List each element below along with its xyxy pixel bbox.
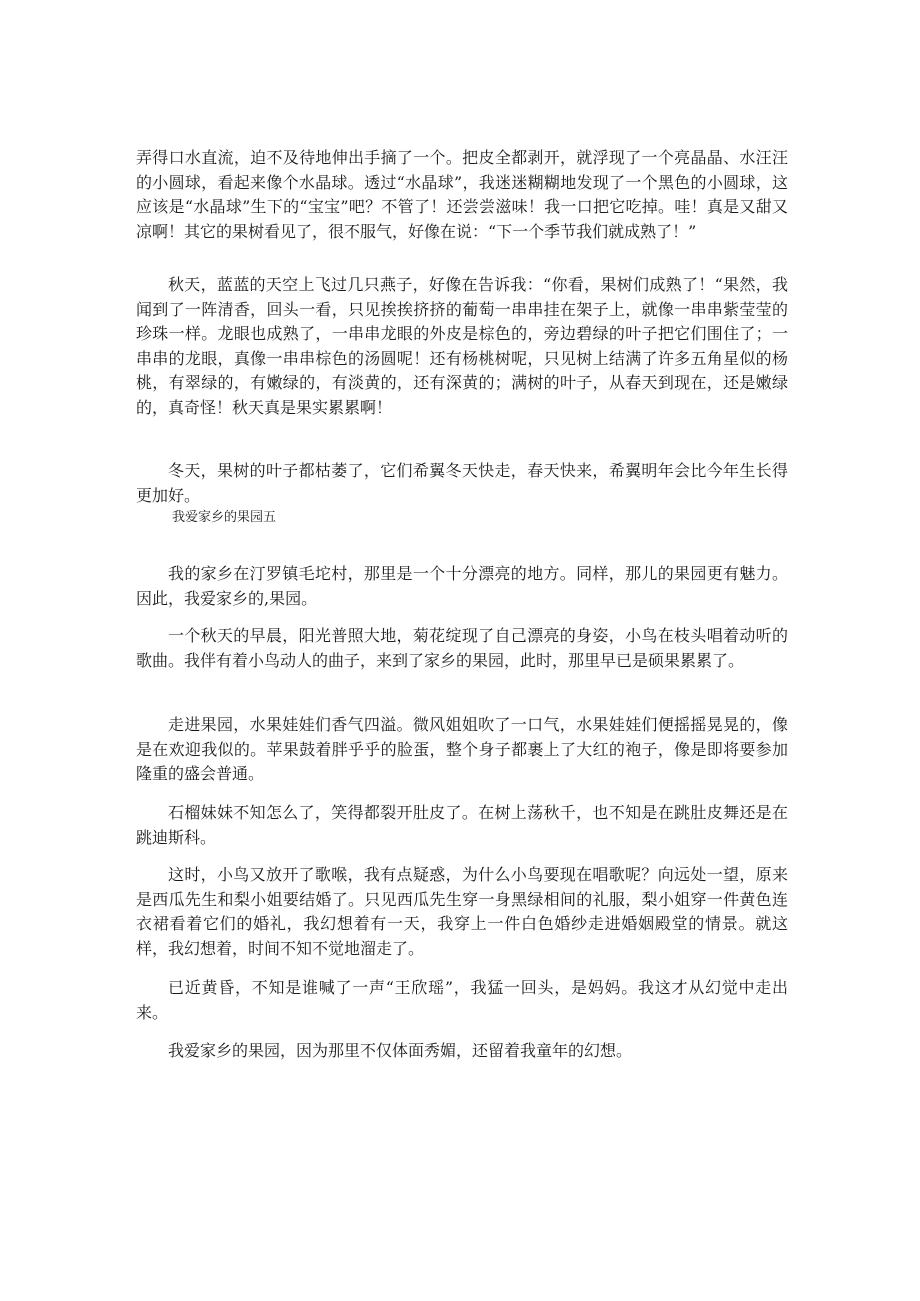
paragraph-wedding: 这时，小鸟又放开了歌喉，我有点疑惑，为什么小鸟要现在唱歌呢？向远处一望，原来是西瓜先生和梨小姐要结婚了。只见西瓜先生穿一身黑绿相间的礼服，梨小姐穿一件黄色连衣裙看着它们的婚礼，我幻想着有一天，我穿上一件白色婚纱走进婚姻殿堂的情景。就这样，我幻想着，时间不知不觉地溜走了。 xyxy=(136,865,788,958)
paragraph-autumn-morning: 一个秋天的早晨，阳光普照大地，菊花绽现了自己漂亮的身姿，小鸟在枝头唱着动听的歌曲。我伴有着小鸟动人的曲子，来到了家乡的果园，此时，那里早已是硕果累累了。 xyxy=(136,626,788,670)
paragraph-pomegranate: 石榴妹妹不知怎么了，笑得都裂开肚皮了。在树上荡秋千，也不知是在跳肚皮舞还是在跳迪斯科。 xyxy=(136,803,788,847)
paragraph-autumn: 秋天，蓝蓝的天空上飞过几只燕子，好像在告诉我：“你看，果树们成熟了！“果然，我闻到了一阵清香，回头一看，只见挨挨挤挤的葡萄一串串挂在架子上，就像一串串紫莹莹的珍珠一样。龙眼也成熟了，一串串龙眼的外皮是棕色的，旁边碧绿的叶子把它们围住了；一串串的龙眼，真像一串串棕色的汤圆呢！还有杨桃树呢，只见树上结满了许多五角星似的杨桃，有翠绿的，有嫩绿的，有淡黄的，还有深黄的；满树的叶子，从春天到现在，还是嫩绿的，真奇怪！秋天真是果实累累啊！ xyxy=(136,275,788,417)
paragraph-entering-orchard: 走进果园，水果娃娃们香气四溢。微风姐姐吹了一口气，水果娃娃们便摇摇晃晃的，像是在欢迎我似的。苹果鼓着胖乎乎的脸蛋，整个身子都裹上了大红的袍子，像是即将要参加隆重的盛会普通。 xyxy=(136,715,788,783)
paragraph-hometown: 我的家乡在汀罗镇毛坨村，那里是一个十分漂亮的地方。同样，那儿的果园更有魅力。因此，我爱家乡的,果园。 xyxy=(136,564,788,608)
section-title: 我爱家乡的果园五 xyxy=(172,510,277,525)
paragraph-conclusion: 我爱家乡的果园，因为那里不仅体面秀媚，还留着我童年的幻想。 xyxy=(168,1041,633,1060)
paragraph-dusk: 已近黄昏，不知是谁喊了一声“王欣瑶”，我猛一回头，是妈妈。我这才从幻觉中走出来。 xyxy=(136,978,788,1022)
paragraph-winter: 冬天，果树的叶子都枯萎了，它们希翼冬天快走，春天快来，希翼明年会比今年生长得更加好。 xyxy=(136,461,788,505)
paragraph-continuation-fruit-tasting: 弄得口水直流，迫不及待地伸出手摘了一个。把皮全都剥开，就浮现了一个亮晶晶、水汪汪的小圆球，看起来像个水晶球。透过“水晶球”，我迷迷糊糊地发现了一个黑色的小圆球，这应该是“水晶球”生下的“宝宝”吧？不管了！还尝尝滋味！我一口把它吃掉。哇！真是又甜又凉啊！其它的果树看见了，很不服气，好像在说：“下一个季节我们就成熟了！” xyxy=(136,148,788,241)
